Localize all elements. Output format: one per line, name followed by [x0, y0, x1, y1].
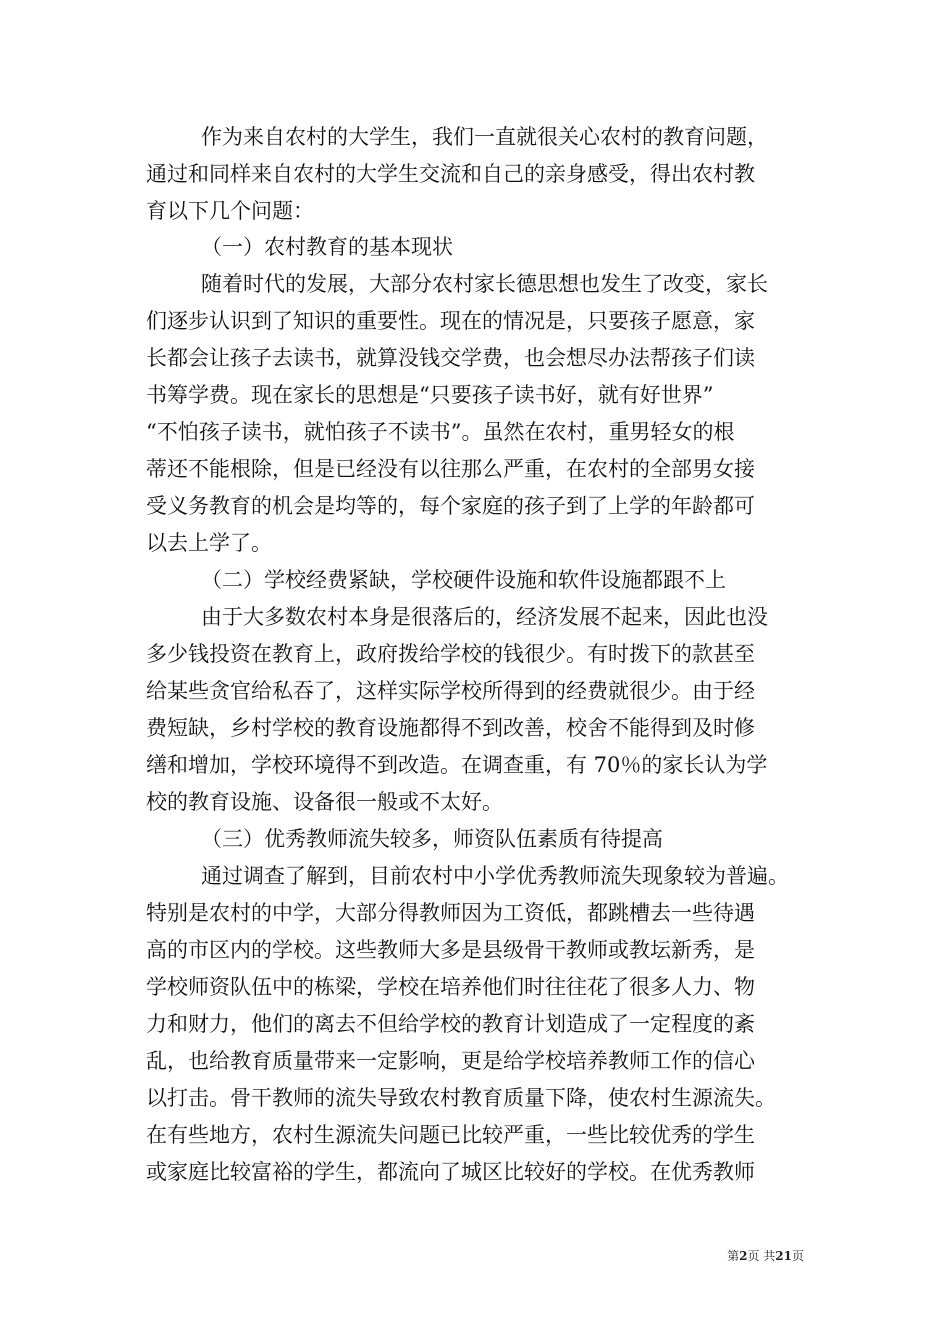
- text-line: 在有些地方，农村生源流失问题已比较严重，一些比较优秀的学生: [146, 1123, 755, 1147]
- section-heading: （三）优秀教师流失较多，师资队伍素质有待提高: [201, 827, 663, 851]
- section-heading: （一）农村教育的基本现状: [201, 235, 453, 259]
- footer-suffix: 页: [791, 1249, 804, 1263]
- text-line: 给某些贪官给私吞了，这样实际学校所得到的经费就很少。由于经: [146, 679, 755, 703]
- text-line: 费短缺，乡村学校的教育设施都得不到改善，校舍不能得到及时修: [146, 716, 755, 740]
- text-line: 多少钱投资在教育上，政府拨给学校的钱很少。有时拨下的款甚至: [146, 642, 755, 666]
- total-page-count: 21: [775, 1249, 792, 1263]
- text-line: 力和财力，他们的离去不但给学校的教育计划造成了一定程度的紊: [146, 1012, 755, 1036]
- text-line: 作为来自农村的大学生，我们一直就很关心农村的教育问题，: [201, 125, 768, 149]
- page-number-footer: [727, 1248, 804, 1264]
- current-page-number: 2: [739, 1249, 748, 1263]
- text-line: 高的市区内的学校。这些教师大多是县级骨干教师或教坛新秀，是: [146, 938, 755, 962]
- text-line: 们逐步认识到了知识的重要性。现在的情况是，只要孩子愿意，家: [146, 309, 755, 333]
- text-line: 特别是农村的中学，大部分得教师因为工资低，都跳槽去一些待遇: [146, 901, 755, 925]
- text-line: 校的教育设施、设备很一般或不太好。: [146, 790, 503, 814]
- text-line: 受义务教育的机会是均等的，每个家庭的孩子到了上学的年龄都可: [146, 494, 755, 518]
- text-line: “不怕孩子读书，就怕孩子不读书”。虽然在农村，重男轻女的根: [146, 420, 735, 444]
- footer-middle: 页 共: [747, 1249, 776, 1263]
- text-line: 通过和同样来自农村的大学生交流和自己的亲身感受，得出农村教: [146, 162, 755, 186]
- text-line: 乱，也给教育质量带来一定影响，更是给学校培养教师工作的信心: [146, 1049, 755, 1073]
- text-line: 由于大多数农村本身是很落后的，经济发展不起来，因此也没: [201, 605, 768, 629]
- text-line: 育以下几个问题：: [146, 199, 314, 223]
- text-line: 学校师资队伍中的栋梁，学校在培养他们时往往花了很多人力、物: [146, 975, 755, 999]
- text-line: 随着时代的发展，大部分农村家长德思想也发生了改变，家长: [201, 272, 768, 296]
- section-heading: （二）学校经费紧缺，学校硬件设施和软件设施都跟不上: [201, 568, 726, 592]
- text-line: 通过调查了解到，目前农村中小学优秀教师流失现象较为普遍。: [201, 864, 789, 888]
- text-line: 缮和增加，学校环境得不到改造。在调查重，有 70％的家长认为学: [146, 753, 768, 777]
- text-line: 以打击。骨干教师的流失导致农村教育质量下降，使农村生源流失。: [146, 1086, 776, 1110]
- text-line: 蒂还不能根除，但是已经没有以往那么严重，在农村的全部男女接: [146, 457, 755, 481]
- text-line: 书筹学费。现在家长的思想是“只要孩子读书好，就有好世界”: [146, 383, 714, 407]
- text-line: 长都会让孩子去读书，就算没钱交学费，也会想尽办法帮孩子们读: [146, 346, 755, 370]
- text-line: 或家庭比较富裕的学生，都流向了城区比较好的学校。在优秀教师: [146, 1160, 755, 1184]
- footer-prefix: 第: [727, 1249, 740, 1263]
- text-line: 以去上学了。: [146, 531, 272, 555]
